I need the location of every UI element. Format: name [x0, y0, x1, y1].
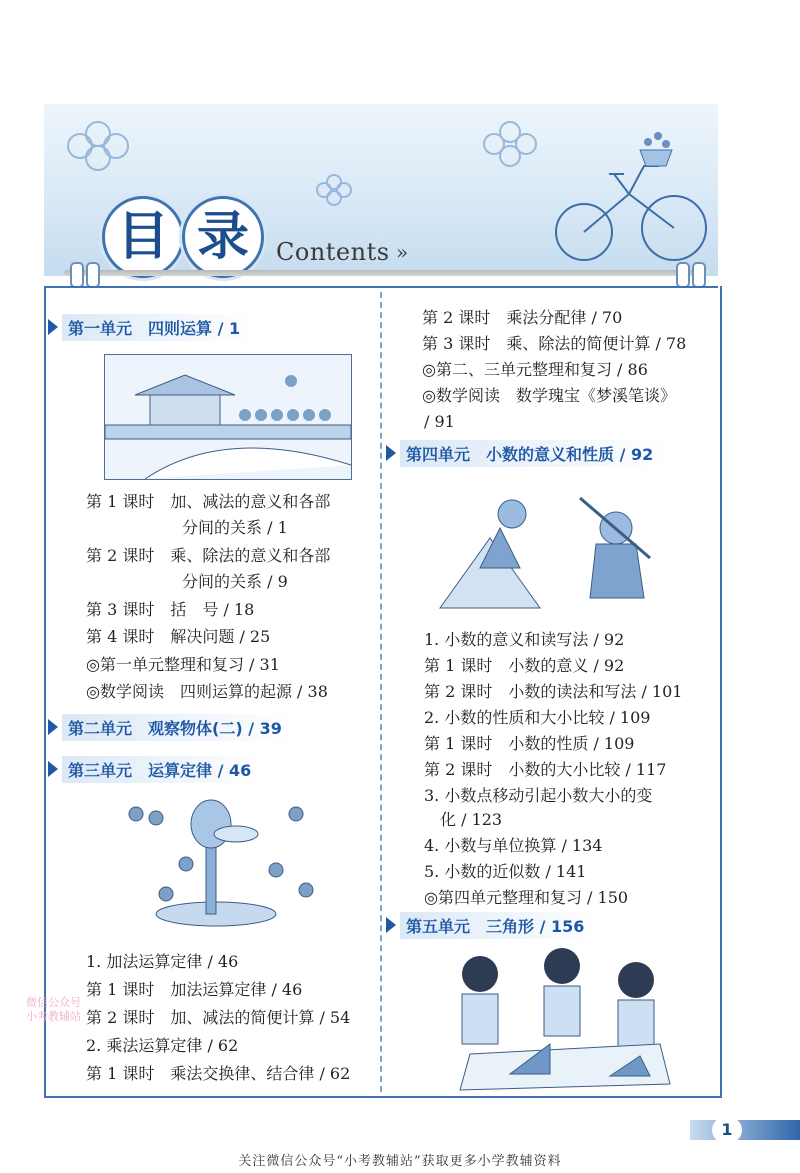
unit-3-heading[interactable] [48, 756, 263, 782]
toc-item[interactable]: 第 1 课时 乘法交换律、结合律 / 62 [86, 1064, 351, 1083]
toc-item[interactable]: 分间的关系 / 1 [182, 518, 288, 537]
toc-item[interactable]: / 91 [424, 412, 455, 431]
toc-item[interactable]: 第 1 课时 小数的性质 / 109 [424, 734, 635, 753]
journey-west-illustration [430, 478, 670, 616]
triangle-marker-icon [48, 761, 58, 777]
contents-arrow: » [396, 240, 409, 264]
unit-4-heading[interactable] [386, 440, 665, 466]
toc-item[interactable]: 5. 小数的近似数 / 141 [424, 862, 587, 881]
toc-item[interactable]: ◎第四单元整理和复习 / 150 [424, 888, 629, 907]
title-char-lu: 录 [182, 196, 264, 278]
unit-3-illustration [106, 794, 334, 938]
binder-ring-icon [86, 262, 100, 288]
unit-1-illustration [104, 354, 352, 480]
binder-ring-icon [676, 262, 690, 288]
toc-item[interactable]: 第 2 课时 小数的读法和写法 / 101 [424, 682, 683, 701]
toc-item[interactable]: 第 2 课时 乘法分配律 / 70 [422, 308, 623, 327]
unit-4-illustration [430, 478, 670, 616]
unit-5-illustration [440, 944, 680, 1092]
toc-item[interactable]: 第 3 课时 乘、除法的简便计算 / 78 [422, 334, 687, 353]
toc-item[interactable]: ◎第二、三单元整理和复习 / 86 [422, 360, 648, 379]
toc-item[interactable]: ◎数学阅读 数学瑰宝《梦溪笔谈》 [422, 386, 676, 405]
title-char-mu: 目 [102, 196, 184, 278]
toc-item[interactable]: ◎第一单元整理和复习 / 31 [86, 655, 280, 674]
toc-item[interactable]: 第 1 课时 加法运算定律 / 46 [86, 980, 303, 999]
header-rule [64, 270, 704, 276]
unit-2-label: 第二单元 观察物体(二) / 39 [62, 714, 294, 741]
column-divider [380, 292, 382, 1092]
toc-item[interactable]: 2. 小数的性质和大小比较 / 109 [424, 708, 651, 727]
footer-note: 关注微信公众号“小考教辅站”获取更多小学教辅资料 [238, 1154, 562, 1169]
students-triangles-illustration [440, 944, 680, 1092]
unit-3-label: 第三单元 运算定律 / 46 [62, 756, 263, 783]
toc-item[interactable]: 化 / 123 [440, 810, 503, 829]
watermark-line-1: 微信公众号 [26, 996, 81, 1009]
toc-item[interactable]: 4. 小数与单位换算 / 134 [424, 836, 603, 855]
pavilion-bridge-illustration [105, 355, 351, 479]
triangle-marker-icon [386, 917, 396, 933]
toc-item[interactable]: 分间的关系 / 9 [182, 572, 288, 591]
toc-item[interactable]: 2. 乘法运算定律 / 62 [86, 1036, 239, 1055]
toc-item[interactable]: ◎数学阅读 四则运算的起源 / 38 [86, 682, 328, 701]
unit-1-label: 第一单元 四则运算 / 1 [62, 314, 252, 341]
unit-4-label: 第四单元 小数的意义和性质 / 92 [400, 440, 665, 467]
page-number: 1 [712, 1117, 742, 1143]
toc-item[interactable]: 第 2 课时 小数的大小比较 / 117 [424, 760, 667, 779]
toc-item[interactable]: 3. 小数点移动引起小数大小的变 [424, 786, 653, 805]
toc-item[interactable]: 第 3 课时 括 号 / 18 [86, 600, 255, 619]
unit-5-heading[interactable] [386, 912, 596, 938]
toc-item[interactable]: 1. 加法运算定律 / 46 [86, 952, 239, 971]
toc-item[interactable]: 第 2 课时 乘、除法的意义和各部 [86, 546, 331, 565]
binder-ring-icon [70, 262, 84, 288]
triangle-marker-icon [48, 719, 58, 735]
toc-item[interactable]: 第 4 课时 解决问题 / 25 [86, 627, 271, 646]
toc-item[interactable]: 第 2 课时 加、减法的简便计算 / 54 [86, 1008, 351, 1027]
unit-5-label: 第五单元 三角形 / 156 [400, 912, 596, 939]
triangle-marker-icon [48, 319, 58, 335]
frame-top-border [44, 286, 718, 288]
tree-planting-illustration [106, 794, 334, 938]
unit-2-heading[interactable] [48, 714, 294, 740]
triangle-marker-icon [386, 445, 396, 461]
watermark-line-2: 小考教辅站 [26, 1010, 81, 1023]
page-number-bar [690, 1120, 800, 1140]
unit-1-heading[interactable] [48, 314, 252, 340]
toc-item[interactable]: 1. 小数的意义和读写法 / 92 [424, 630, 625, 649]
contents-label: Contents [276, 238, 390, 266]
toc-item[interactable]: 第 1 课时 加、减法的意义和各部 [86, 492, 331, 511]
binder-ring-icon [692, 262, 706, 288]
watermark-stamp [26, 996, 81, 1024]
toc-item[interactable]: 第 1 课时 小数的意义 / 92 [424, 656, 625, 675]
